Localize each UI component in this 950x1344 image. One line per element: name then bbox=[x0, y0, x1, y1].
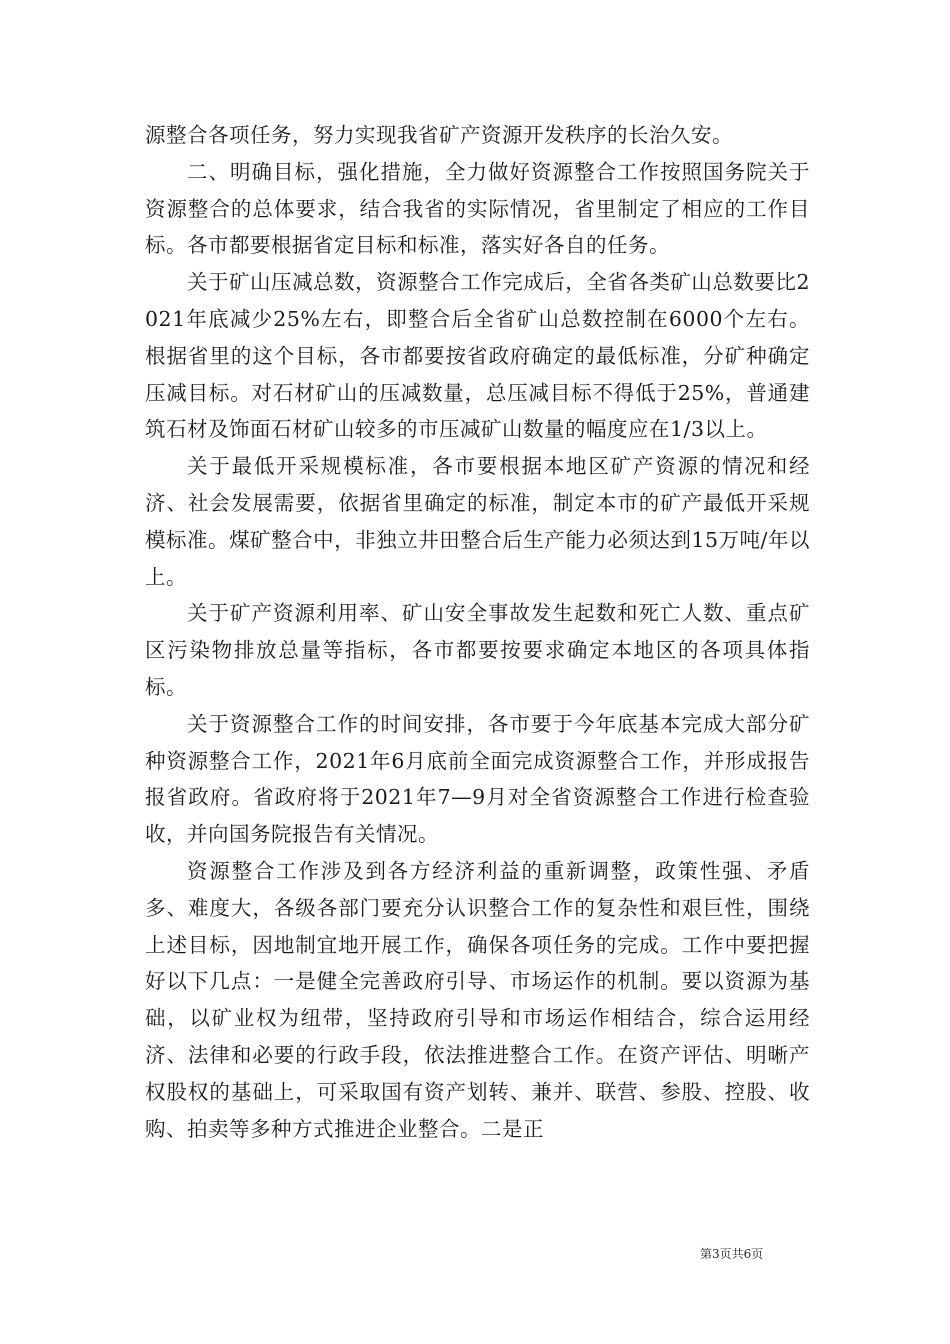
page-number-footer: 第3页共6页 bbox=[700, 1247, 764, 1261]
paragraph-1: 源整合各项任务，努力实现我省矿产资源开发秩序的长治久安。 bbox=[145, 123, 733, 147]
paragraph-6: 关于资源整合工作的时间安排，各市要于今年底基本完成大部分矿种资源整合工作，2021年6月底前全面完成资源整合工作，并形成报告报省政府。省政府将于2021年7—9月对全省资源整合工作进行检查验收，并向国务院报告有关情况。 bbox=[145, 711, 810, 847]
document-body bbox=[145, 117, 810, 1147]
paragraph-2: 二、明确目标，强化措施，全力做好资源整合工作按照国务院关于资源整合的总体要求，结合我省的实际情况，省里制定了相应的工作目标。各市都要根据省定目标和标准，落实好各自的任务。 bbox=[145, 159, 810, 258]
paragraph-3: 关于矿山压减总数，资源整合工作完成后，全省各类矿山总数要比2021年底减少25%左右，即整合后全省矿山总数控制在6000个左右。根据省里的这个目标，各市都要按省政府确定的最低标准，分矿种确定压减目标。对石材矿山的压减数量，总压减目标不得低于25%，普通建筑石材及饰面石材矿山较多的市压减矿山数量的幅度应在1/3以上。 bbox=[145, 270, 810, 442]
paragraph-7: 资源整合工作涉及到各方经济利益的重新调整，政策性强、矛盾多、难度大，各级各部门要充分认识整合工作的复杂性和艰巨性，围绕上述目标，因地制宜地开展工作，确保各项任务的完成。工作中要把握好以下几点：一是健全完善政府引导、市场运作的机制。要以资源为基础，以矿业权为纽带，坚持政府引导和市场运作相结合，综合运用经济、法律和必要的行政手段，依法推进整合工作。在资产评估、明晰产权股权的基础上，可采取国有资产划转、兼并、联营、参股、控股、收购、拍卖等多种方式推进企业整合。二是正 bbox=[145, 858, 810, 1141]
paragraph-5: 关于矿产资源利用率、矿山安全事故发生起数和死亡人数、重点矿区污染物排放总量等指标，各市都要按要求确定本地区的各项具体指标。 bbox=[145, 601, 810, 699]
paragraph-4: 关于最低开采规模标准，各市要根据本地区矿产资源的情况和经济、社会发展需要，依据省里确定的标准，制定本市的矿产最低开采规模标准。煤矿整合中，非独立井田整合后生产能力必须达到15万吨/年以上。 bbox=[145, 454, 810, 589]
